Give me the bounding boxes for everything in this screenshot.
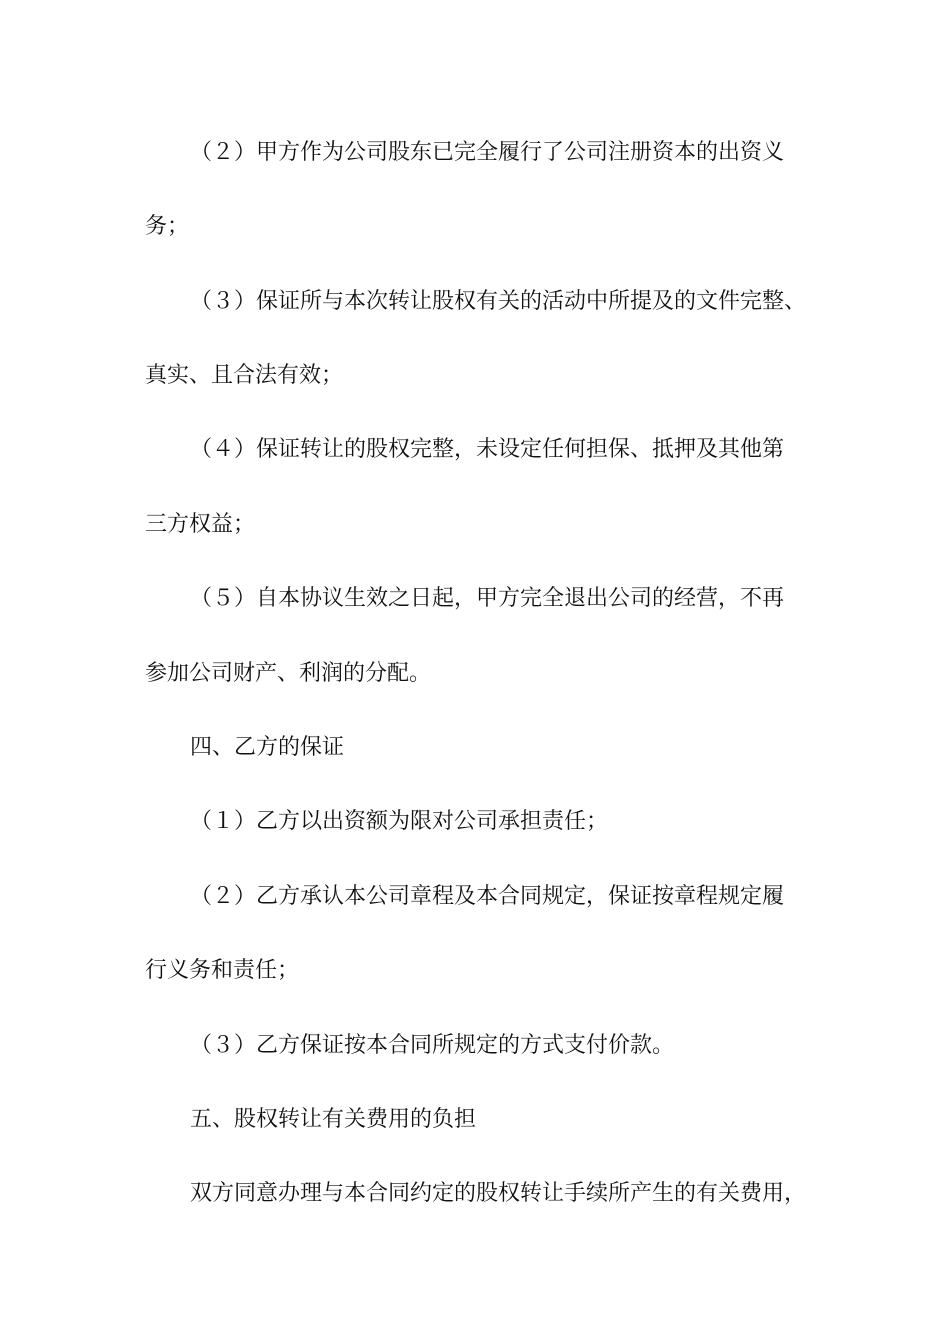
paragraph-line: （２）乙方承认本公司章程及本合同规定，保证按章程规定履 [190, 884, 785, 909]
paragraph-line: 双方同意办理与本合同约定的股权转让手续所产生的有关费用， [190, 1181, 807, 1206]
paragraph-line: （３）保证所与本次转让股权有关的活动中所提及的文件完整、 [190, 289, 807, 314]
paragraph-line: （４）保证转让的股权完整，未设定任何担保、抵押及其他第 [190, 437, 785, 462]
paragraph-line: 真实、且合法有效； [145, 363, 344, 388]
paragraph-line: （３）乙方保证按本合同所规定的方式支付价款。 [190, 1033, 675, 1058]
section-heading: 五、股权转让有关费用的负担 [190, 1107, 477, 1132]
paragraph-line: 三方权益； [145, 512, 256, 537]
paragraph-line: （２）甲方作为公司股东已完全履行了公司注册资本的出资义 [190, 140, 785, 165]
paragraph-line: （１）乙方以出资额为限对公司承担责任； [190, 809, 609, 834]
paragraph-line: 务； [145, 214, 190, 239]
paragraph-line: （５）自本协议生效之日起，甲方完全退出公司的经营，不再 [190, 586, 785, 611]
paragraph-line: 参加公司财产、利润的分配。 [145, 661, 432, 686]
section-heading: 四、乙方的保证 [190, 735, 345, 760]
paragraph-line: 行义务和责任； [145, 958, 300, 983]
